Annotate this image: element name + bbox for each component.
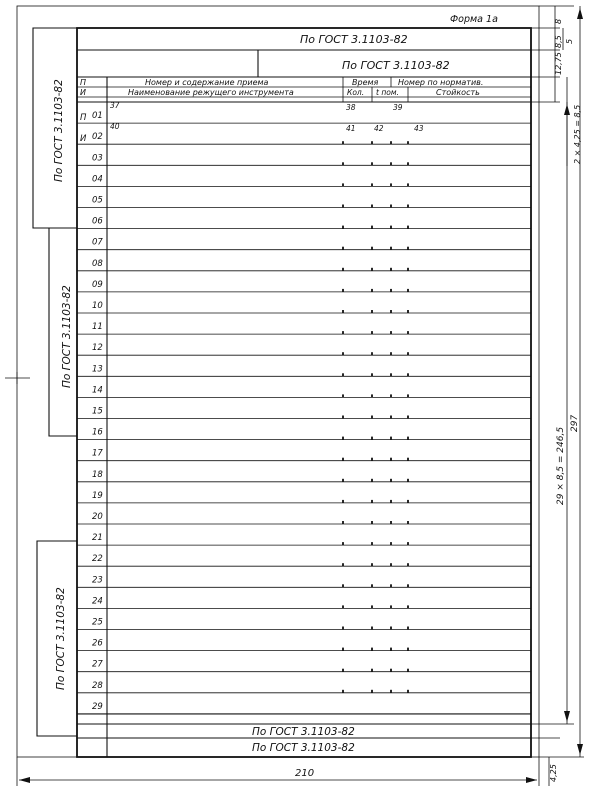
body-rows	[77, 111, 531, 714]
row-number: 18	[92, 469, 103, 480]
dim-top-5-label: 5	[565, 38, 574, 44]
footer-ref-1: По ГОСТ 3.1103-82	[252, 726, 355, 738]
row-number: 02	[92, 132, 103, 143]
row-number: 15	[92, 406, 103, 417]
dim-header-12-75-label: 12,75	[554, 52, 563, 75]
row-number: 13	[92, 364, 103, 375]
row-number: 27	[92, 659, 103, 670]
row-number: 04	[92, 174, 103, 185]
row-number: 14	[92, 385, 103, 396]
row-number: 17	[92, 448, 103, 459]
row-number: 21	[92, 533, 103, 544]
row-prefix-i: И	[80, 134, 87, 144]
dim-total-arrow-bottom	[577, 744, 583, 755]
side-stamp-lower: По ГОСТ 3.1103-82	[55, 587, 67, 690]
row-number: 09	[92, 279, 103, 290]
row-number: 08	[92, 258, 103, 269]
row-number: 26	[92, 638, 103, 649]
dim-body-arrow-top	[564, 104, 570, 115]
column-sub-stoikost: Стойкость	[436, 88, 480, 97]
dim-total-arrow-top	[577, 8, 583, 19]
column-sub-kol: Кол.	[347, 88, 365, 97]
row-number: 28	[92, 680, 103, 691]
field-number-40: 40	[110, 122, 120, 131]
dim-top-8-5-label: 8,5	[554, 35, 563, 48]
header-right-ref: По ГОСТ 3.1103-82	[342, 59, 450, 72]
table-frame	[77, 28, 531, 757]
dim-body-label: 29 × 8,5 = 246,5	[556, 426, 566, 505]
row-number: 16	[92, 427, 103, 438]
field-number-41: 41	[346, 124, 356, 133]
row-number: 03	[92, 153, 103, 164]
field-number-38: 38	[346, 103, 356, 112]
field-number-43: 43	[414, 124, 424, 133]
dim-bottom-4-25-label: 4,25	[549, 764, 558, 782]
column-i-label: И	[80, 88, 86, 97]
footer-ref-2: По ГОСТ 3.1103-82	[252, 742, 355, 754]
row-number: 10	[92, 301, 103, 311]
dim-body-arrow-bottom	[564, 711, 570, 722]
dim-width-label: 210	[295, 768, 315, 779]
dim-width-arrow-right	[526, 777, 537, 783]
row-number: 19	[92, 490, 103, 501]
row-number: 11	[92, 322, 103, 333]
row-number: 01	[92, 111, 103, 122]
side-stamp-middle: По ГОСТ 3.1103-82	[61, 285, 73, 388]
field-number-37: 37	[110, 101, 120, 110]
dim-total-label: 297	[570, 414, 580, 432]
row-number: 24	[92, 596, 103, 607]
column-sub-tpom: t пом.	[376, 88, 399, 97]
column-title-time: Время	[352, 78, 379, 87]
row-number: 20	[92, 512, 103, 522]
dim-top-8-label: 8	[554, 18, 563, 24]
column-p-label: П	[80, 78, 87, 87]
row-number: 23	[92, 575, 103, 586]
column-title-tool: Наименование режущего инструмента	[128, 88, 294, 97]
row-number: 07	[92, 237, 103, 248]
field-number-42: 42	[374, 124, 384, 133]
column-title-main: Номер и содержание приема	[145, 78, 269, 87]
row-number: 29	[92, 701, 103, 712]
row-number: 06	[92, 216, 103, 227]
row-number: 05	[92, 195, 103, 206]
side-stamp-upper: По ГОСТ 3.1103-82	[53, 79, 65, 182]
row-number: 22	[92, 554, 103, 565]
form-label: Форма 1а	[450, 14, 498, 25]
column-title-norm: Номер по норматив.	[398, 78, 484, 87]
header-top-ref: По ГОСТ 3.1103-82	[300, 33, 408, 46]
field-number-39: 39	[393, 103, 403, 112]
dim-width-arrow-left	[19, 777, 30, 783]
row-prefix-p: П	[80, 113, 87, 123]
dim-2x4-25-label: 2 × 4,25 = 8,5	[573, 104, 582, 164]
row-number: 12	[92, 343, 103, 354]
row-number: 25	[92, 617, 103, 628]
